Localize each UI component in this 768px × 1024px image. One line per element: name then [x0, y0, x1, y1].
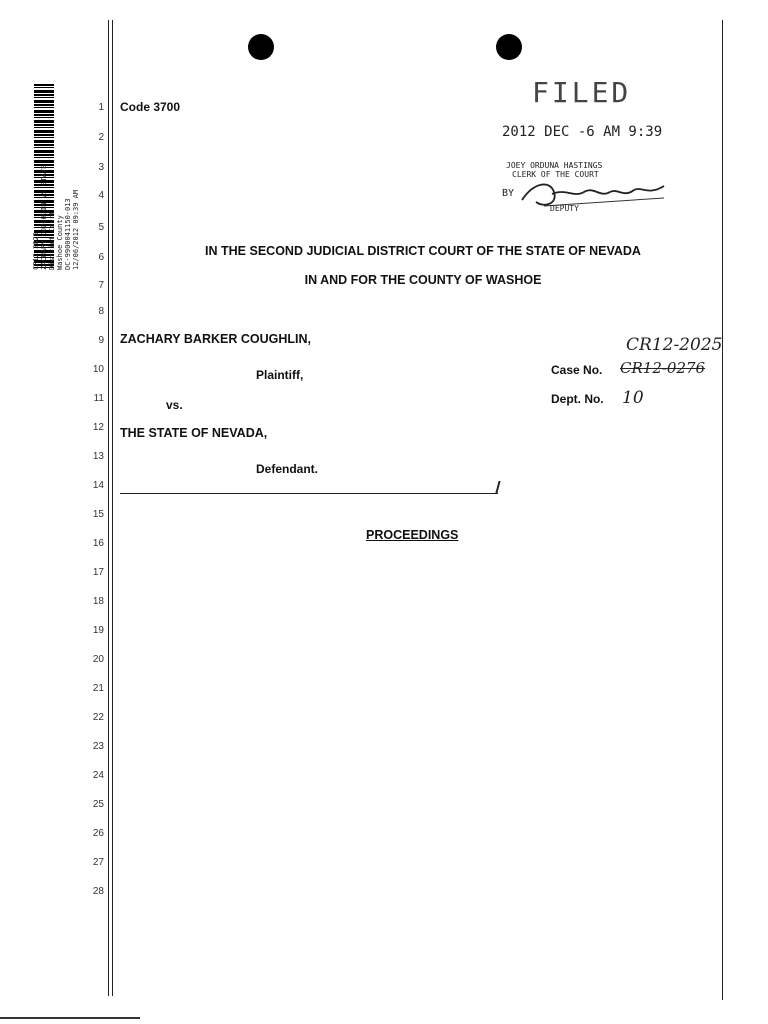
dept-no-label: Dept. No. [551, 392, 604, 406]
line-number: 14 [92, 480, 104, 491]
line-number: 1 [98, 102, 104, 113]
deputy-label: DEPUTY [550, 204, 579, 213]
punch-hole-right [496, 34, 522, 60]
proceedings-heading: PROCEEDINGS [366, 528, 459, 542]
line-number: 27 [92, 857, 104, 868]
line-number: 5 [98, 222, 104, 233]
caption-divider [120, 493, 498, 494]
caption-divider-tick [495, 481, 500, 493]
side-filing-stamp [32, 165, 80, 270]
side-stamp-line: District Court [48, 210, 56, 270]
clerk-name: JOEY ORDUNA HASTINGS [506, 161, 603, 170]
line-number: 3 [98, 162, 104, 173]
side-stamp-line: 12/06/2012 09:39 AM [72, 189, 80, 270]
line-number: 17 [92, 567, 104, 578]
line-number: 21 [92, 683, 104, 694]
punch-hole-left [248, 34, 274, 60]
court-title: IN THE SECOND JUDICIAL DISTRICT COURT OF THE STATE OF NEVADA [205, 244, 641, 258]
defendant-role: Defendant. [256, 462, 319, 476]
filed-datetime: 2012 DEC -6 AM 9:39 [502, 124, 663, 140]
by-label: BY [502, 188, 515, 199]
line-number: 18 [92, 596, 104, 607]
left-margin-rule-outer [108, 20, 109, 996]
line-number: 11 [93, 393, 104, 404]
line-number: 2 [98, 132, 104, 143]
plaintiff-role: Plaintiff, [256, 368, 304, 382]
court-county: IN AND FOR THE COUNTY OF WASHOE [304, 273, 542, 287]
side-stamp-line: ZACHARY COUGHLIN VS STATE [40, 164, 48, 270]
line-number: 4 [98, 190, 104, 201]
line-number: 13 [92, 451, 104, 462]
line-number: 19 [92, 625, 104, 636]
case-no-struck: CR12-0276 [620, 359, 706, 377]
side-stamp-line: CR12-2025 [32, 232, 40, 270]
line-number: 22 [92, 712, 104, 723]
line-number: 16 [92, 538, 104, 549]
case-no-handwritten: CR12-2025 [626, 335, 723, 355]
line-number: 26 [92, 828, 104, 839]
filed-label: FILED [532, 76, 632, 109]
side-stamp-line: DC-9900041150-013 [64, 198, 72, 270]
case-no-label: Case No. [551, 363, 603, 377]
left-margin-rule-inner [112, 20, 113, 996]
line-number: 20 [92, 654, 104, 665]
line-number: 24 [92, 770, 104, 781]
line-number: 23 [92, 741, 104, 752]
line-number: 12 [92, 422, 104, 433]
line-number: 10 [92, 364, 104, 375]
right-margin-rule [722, 20, 723, 1000]
line-number: 9 [98, 335, 104, 346]
clerk-signature-image [514, 172, 674, 212]
line-number: 15 [92, 509, 104, 520]
clerk-title: CLERK OF THE COURT [512, 170, 599, 179]
code-line: Code 3700 [120, 100, 181, 114]
line-number: 6 [98, 252, 104, 263]
filed-stamp [496, 76, 696, 226]
plaintiff-name: ZACHARY BARKER COUGHLIN, [120, 332, 311, 346]
line-number: 7 [98, 280, 104, 291]
defendant-name: THE STATE OF NEVADA, [120, 426, 268, 440]
line-number: 8 [98, 306, 104, 317]
bottom-edge-mark [0, 1017, 140, 1019]
dept-no-handwritten: 10 [622, 388, 644, 408]
line-number: 28 [92, 886, 104, 897]
side-stamp-line: Washoe County [56, 215, 64, 270]
line-number: 25 [92, 799, 104, 810]
versus-label: vs. [166, 398, 183, 412]
